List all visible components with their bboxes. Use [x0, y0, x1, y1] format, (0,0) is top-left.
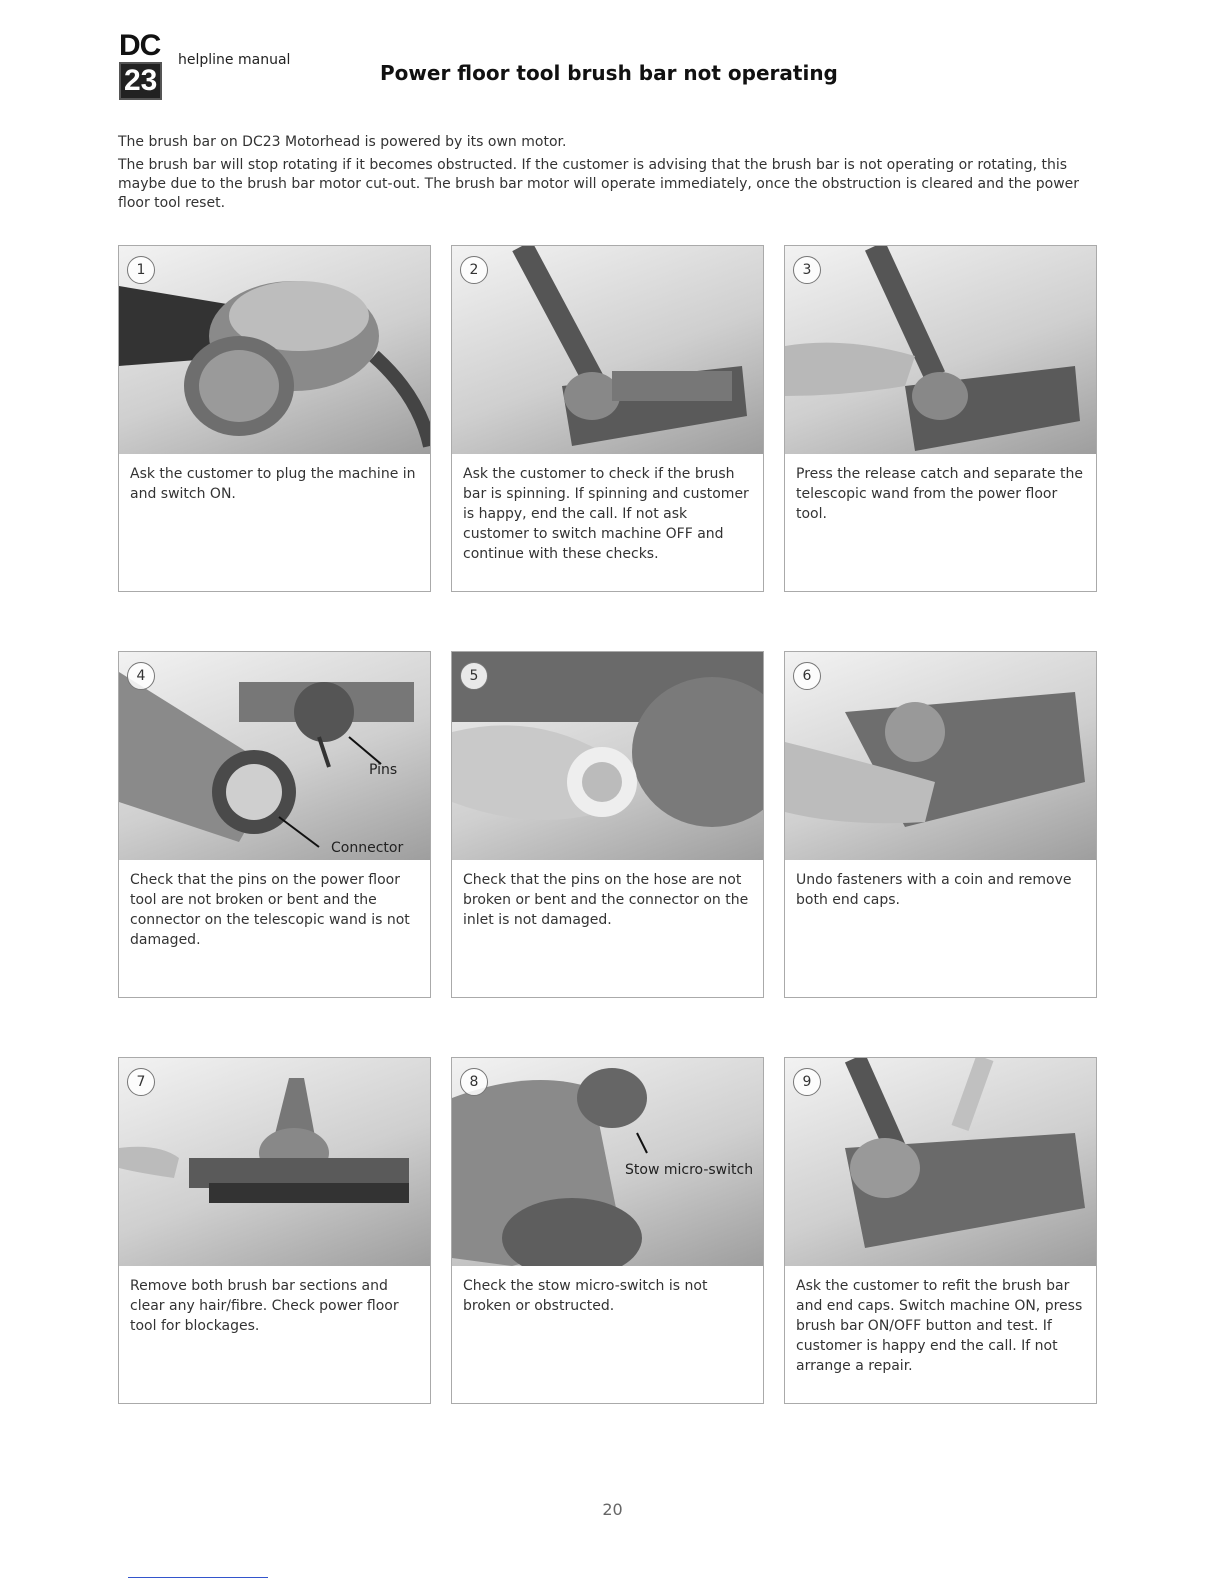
step-number-badge: 1	[127, 256, 155, 284]
step-caption: Ask the customer to plug the machine in and switch ON.	[130, 466, 416, 502]
logo-dc-text: DC	[119, 29, 161, 62]
step-caption: Undo fasteners with a coin and remove both end caps.	[796, 872, 1072, 908]
step-photo-floor-tool	[452, 246, 763, 454]
step-photo-brush-bar	[119, 1058, 430, 1266]
manual-subtitle: helpline manual	[178, 52, 291, 68]
step-panel-6	[784, 651, 1097, 998]
step-photo-end-caps	[785, 652, 1096, 860]
step-photo-stow-switch	[452, 1058, 763, 1266]
step-panel-3	[784, 245, 1097, 592]
step-number-badge: 4	[127, 662, 155, 690]
step-caption: Check that the pins on the hose are not broken or bent and the connector on the inlet is not damaged.	[463, 872, 749, 928]
step-photo-hose-inlet	[452, 652, 763, 860]
step-photo-refit-test	[785, 1058, 1096, 1266]
step-photo-release-catch	[785, 246, 1096, 454]
step-number-badge: 8	[460, 1068, 488, 1096]
intro-paragraph: The brush bar on DC23 Motorhead is powered by its own motor.	[118, 134, 567, 150]
page-title: Power floor tool brush bar not operating	[380, 61, 838, 85]
step-number-badge: 9	[793, 1068, 821, 1096]
step-panel-2	[451, 245, 764, 592]
step-panel-9	[784, 1057, 1097, 1404]
step-caption: Ask the customer to check if the brush bar is spinning. If spinning and customer is happy, end the call. If not ask customer to switch machine OFF and continue with these checks.	[463, 466, 749, 562]
pins-label: Pins	[369, 762, 398, 778]
step-caption: Remove both brush bar sections and clear any hair/fibre. Check power floor tool for blockages.	[130, 1278, 399, 1334]
step-number-badge: 5	[460, 662, 488, 690]
step-panel-5	[451, 651, 764, 998]
step-caption: Check that the pins on the power floor tool are not broken or bent and the connector on the telescopic wand is not damaged.	[130, 872, 410, 948]
dc23-logo	[119, 29, 179, 100]
connector-label: Connector	[331, 840, 404, 856]
step-number-badge: 7	[127, 1068, 155, 1096]
intro-paragraph: The brush bar will stop rotating if it becomes obstructed. If the customer is advising that the brush bar is not operating or rotating, this maybe due to the brush bar motor cut-out. The brush bar motor will operate immediately, once the obstruction is cleared and the power floor tool reset.	[118, 157, 1080, 211]
step-photo-pins-connector	[119, 652, 430, 860]
footer-rule	[128, 1577, 268, 1578]
step-panel-7	[118, 1057, 431, 1404]
intro-text	[118, 133, 1108, 213]
step-number-badge: 6	[793, 662, 821, 690]
step-panel-1	[118, 245, 431, 592]
step-panel-4	[118, 651, 431, 998]
step-number-badge: 2	[460, 256, 488, 284]
logo-model-number: 23	[119, 62, 162, 100]
step-caption: Ask the customer to refit the brush bar and end caps. Switch machine ON, press brush bar ON/OFF button and test. If customer is happy end the call. If not arrange a repair.	[796, 1278, 1083, 1374]
step-number-badge: 3	[793, 256, 821, 284]
stow-micro-switch-label: Stow micro-switch	[625, 1162, 754, 1178]
step-photo-vacuum-cylinder	[119, 246, 430, 454]
step-caption: Press the release catch and separate the telescopic wand from the power floor tool.	[796, 466, 1084, 522]
page-number: 20	[602, 1500, 623, 1519]
step-panel-8	[451, 1057, 764, 1404]
step-caption: Check the stow micro-switch is not broken or obstructed.	[463, 1278, 708, 1314]
